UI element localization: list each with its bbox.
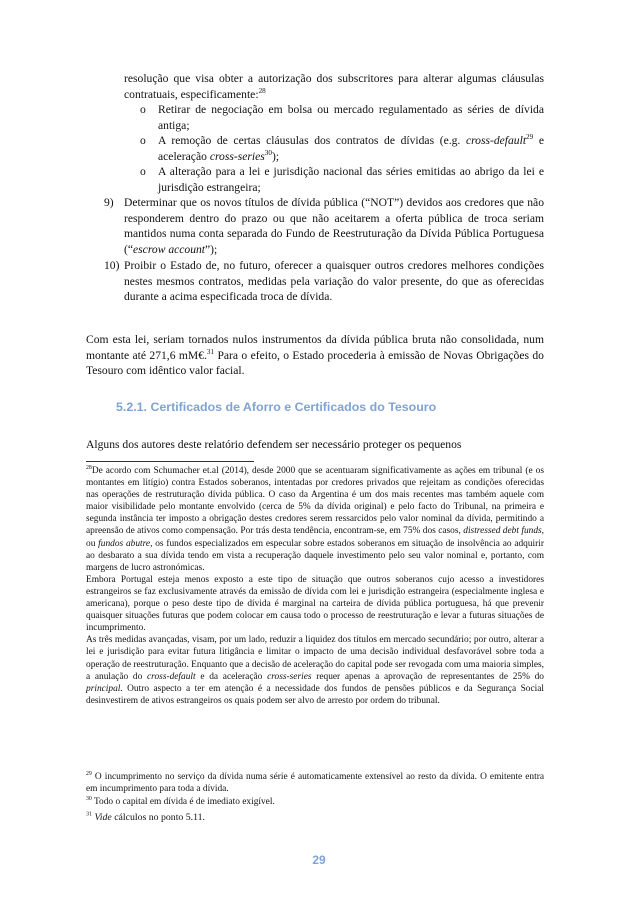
- footnote-31: [86, 812, 544, 824]
- footnote-ref-29[interactable]: 29: [526, 133, 534, 142]
- footnote-number: 29: [86, 770, 92, 777]
- item9-text-end: ”);: [205, 242, 218, 256]
- sub-item-2: [140, 133, 544, 164]
- list-number: 9): [104, 196, 114, 209]
- bullet-marker: o: [140, 103, 146, 116]
- footnote-divider: [86, 461, 254, 462]
- paragraph-1: [86, 332, 544, 379]
- paragraph-2: Alguns dos autores deste relatório defendem ser necessário proteger os pequenos: [86, 438, 462, 451]
- sub-item-2-text: e aceleração: [158, 134, 544, 163]
- list-number: 10): [104, 259, 120, 272]
- sub-item-2-text: A remoção de certas cláusulas dos contratos de dívidas (e.g.: [158, 134, 466, 147]
- term-vide: Vide: [94, 812, 112, 823]
- footnote-ref-28[interactable]: 28: [258, 86, 266, 95]
- footnote-28: [86, 465, 544, 707]
- list-item-10-text: Proibir o Estado de, no futuro, oferecer a quaisquer outros credores melhores condições nestes mesmos contratos, medidas pela variação do valor presente, do que as oferecidas durante a acima especificada troca de dívida.: [124, 259, 544, 304]
- bullet-marker: o: [140, 165, 146, 178]
- bullet-marker: o: [140, 134, 146, 147]
- footnote-30: [86, 796, 544, 808]
- footnote-number: 28: [86, 464, 92, 471]
- footnote-text: De acordo com Schumacher et.al (2014), desde 2000 que se acentuaram significativamente as ações em tribunal (e os montantes em litígio) contra Estados soberanos, intentadas por credores privados que rejeitam as condições oferecidas nas operações de restruturação dívida pública. O caso da Argentina é um dos mais recentes mas também aquele com maior visibilidade pelo montante envolvido (cerca de 5% da dívida original) e pelo facto do Tribunal, na primeira e segunda instância ter imposto a obrigação destes credores serem ressarcidos pelo valor nominal da dívida, permitindo a apreensão de ativos como compensação. Por trás desta tendência, encontram-se, em 75% dos casos,: [86, 466, 544, 537]
- footnote-text: requer apenas a aprovação de representantes de 25% do: [311, 671, 544, 682]
- paragraph-1-text: Com esta lei, seriam tornados nulos instrumentos da dívida pública bruta não consolidada, num montante até 271,6 mM€.: [86, 333, 544, 362]
- footnote-number: 30: [86, 795, 92, 802]
- footnote-text: cálculos no ponto 5.11.: [111, 812, 205, 823]
- term-escrow-account: escrow account: [133, 242, 206, 256]
- list-item-9-text: [124, 195, 544, 257]
- footnote-text: , ou: [86, 526, 545, 549]
- section-heading: 5.2.1. Certificados de Aforro e Certificados do Tesouro: [116, 400, 437, 414]
- footnote-number: 31: [86, 811, 93, 818]
- footnote-text: As três medidas avançadas, visam, por um lado, reduzir a liquidez dos títulos em mercado secundário; por outro, alterar a lei e jurisdição para evitar futura litigância e limitar o impacto de uma decisão individual desfavorável sobre toda a operação de reestruturação. Enquanto que a decisão de aceleração do capital pode ser revogada com uma maioria simples, a anulação do: [86, 635, 544, 682]
- page-number: 29: [312, 853, 326, 867]
- sub-item-1: [140, 102, 544, 133]
- term-principal: principal.: [86, 683, 123, 694]
- footnote-ref-31[interactable]: 31: [206, 347, 215, 356]
- sub-item-3: [140, 164, 544, 195]
- footnote-text: Todo o capital em dívida é de imediato exigível.: [91, 797, 275, 807]
- item8-text: resolução que visa obter a autorização dos subscritores para alterar algumas cláusulas contratuais, especificamente:: [124, 72, 544, 101]
- term-cross-default: cross-default: [147, 671, 196, 682]
- term-fundos-abutre: fundos abutre: [98, 538, 151, 549]
- item8-continuation: [124, 71, 544, 102]
- footnote-text: , os fundos especializados em especular sobre estados soberanos em situação de insolvência ao adquirir ao desbarato a sua dívida tendo em vista a recuperação daquele investimento pelo seu valor nominal e, portanto, com margens de lucro astronómicas.: [86, 538, 545, 573]
- paragraph-1-text-end: Para o efeito, o Estado procederia à emissão de Novas Obrigações do Tesouro com idêntico valor facial.: [86, 348, 544, 378]
- sub-item-3-text: A alteração para a lei e jurisdição nacional das séries emitidas ao abrigo da lei e jurisdição estrangeira;: [158, 165, 544, 194]
- footnote-text: e da aceleração: [195, 671, 268, 682]
- footnote-text: Embora Portugal esteja menos exposto a este tipo de situação que outros soberanos cujo acesso a investidores estrangeiros se faz exclusivamente através da emissão de dívida com lei e jurisdição estrangeira (especialmente inglesa e americana), porque o peso deste tipo de dívida é marginal na carteira de dívida pública portuguesa, há que prevenir quaisquer situações futuras que podem colocar em causa todo o processo de reestruturação e levar a futuras situações de incumprimento.: [86, 574, 544, 634]
- item9-text: Determinar que os novos títulos de dívida pública (“NOT”) devidos aos credores que não responderem dentro do prazo ou que não aceitarem a oferta pública de troca seriam mantidos numa conta separada do Fundo de Reestruturação da Dívida Pública Portuguesa (“: [124, 196, 544, 256]
- sub-item-1-text: Retirar de negociação em bolsa ou mercado regulamentado as séries de dívida antiga;: [158, 103, 544, 132]
- footnote-ref-30[interactable]: 30: [264, 148, 272, 157]
- term-cross-series: cross-series: [209, 149, 265, 163]
- footnote-29: [86, 771, 544, 795]
- term-cross-series: cross-series: [267, 671, 312, 682]
- sub-item-2-text: );: [271, 149, 280, 163]
- footnote-text: O incumprimento no serviço da dívida numa série é automaticamente extensível ao resto da dívida. O emitente entra em incumprimento para toda a dívida.: [86, 772, 544, 795]
- footnote-text: Outro aspecto a ter em atenção é a necessidade dos fundos de pensões públicos e da Segurança Social desinvestirem de ativos estrangeiros os quais podem ser alvo de arresto por ordem do tribunal.: [86, 683, 544, 706]
- list-item-10: [104, 258, 544, 305]
- term-distressed-debt-funds: distressed debt funds: [463, 526, 542, 537]
- list-item-9: [104, 195, 544, 257]
- term-cross-default: cross-default: [465, 134, 527, 147]
